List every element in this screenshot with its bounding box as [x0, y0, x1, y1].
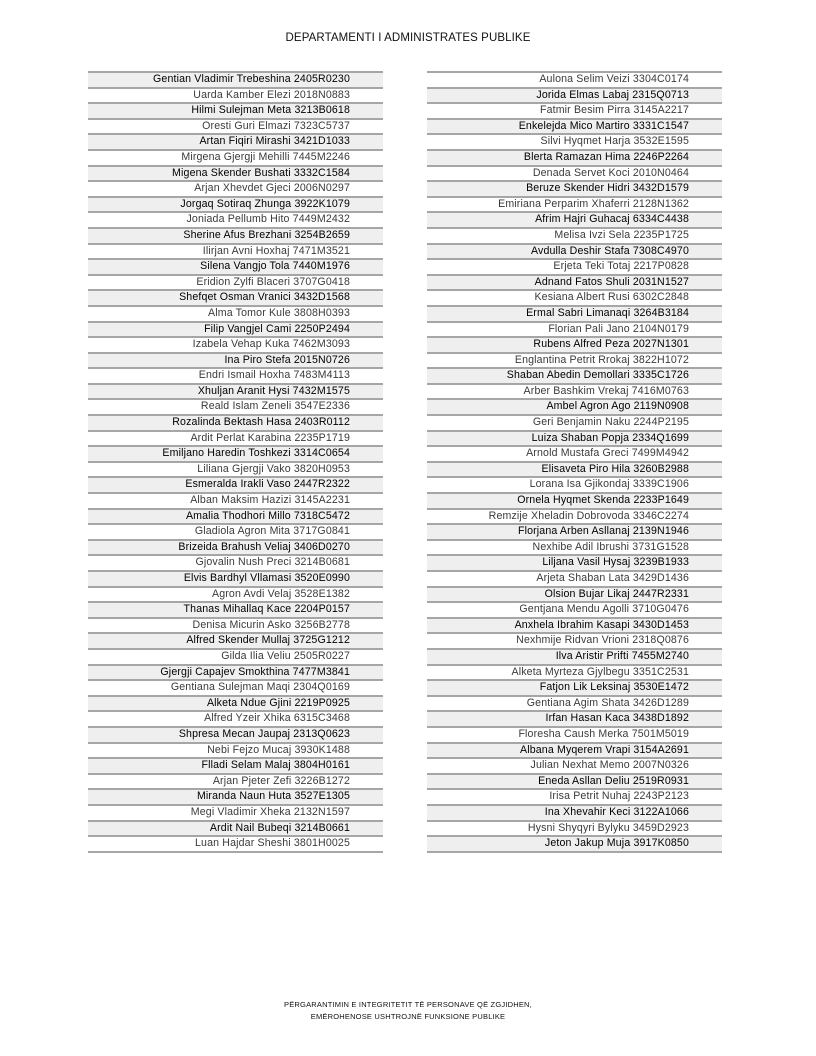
list-item: Avdulla Deshir Stafa 7308C4970: [427, 243, 722, 259]
list-item: Gjovalin Nush Preci 3214B0681: [88, 554, 383, 570]
list-item: Remzije Xheladin Dobrovoda 3346C2274: [427, 508, 722, 524]
list-item: Ina Xhevahir Keci 3122A1066: [427, 804, 722, 820]
list-item: Florjana Arben Asllanaj 2139N1946: [427, 523, 722, 539]
list-item: Alfred Skender Mullaj 3725G1212: [88, 632, 383, 648]
list-item: Ina Piro Stefa 2015N0726: [88, 352, 383, 368]
list-item: Irisa Petrit Nuhaj 2243P2123: [427, 788, 722, 804]
list-item: Irfan Hasan Kaca 3438D1892: [427, 710, 722, 726]
list-item: Olsion Bujar Likaj 2447R2331: [427, 586, 722, 602]
list-item: Nexhmije Ridvan Vrioni 2318Q0876: [427, 632, 722, 648]
list-item: Filip Vangjel Cami 2250P2494: [88, 321, 383, 337]
list-item: Jorgaq Sotiraq Zhunga 3922K1079: [88, 196, 383, 212]
list-item: Florian Pali Jano 2104N0179: [427, 321, 722, 337]
list-item: Hysni Shyqyri Bylyku 3459D2923: [427, 820, 722, 836]
list-item: Nebi Fejzo Mucaj 3930K1488: [88, 742, 383, 758]
list-item: Emiljano Haredin Toshkezi 3314C0654: [88, 445, 383, 461]
left-name-column: [88, 71, 383, 853]
list-item: Miranda Naun Huta 3527E1305: [88, 788, 383, 804]
list-item: Nexhibe Adil Ibrushi 3731G1528: [427, 539, 722, 555]
list-item: Arjeta Shaban Lata 3429D1436: [427, 570, 722, 586]
list-item: Gentian Vladimir Trebeshina 2405R0230: [88, 71, 383, 87]
list-item: Megi Vladimir Xheka 2132N1597: [88, 804, 383, 820]
right-name-column: [427, 71, 722, 853]
list-item: Silena Vangjo Tola 7440M1976: [88, 258, 383, 274]
list-item: Gentjana Mendu Agolli 3710G0476: [427, 601, 722, 617]
list-item: Adnand Fatos Shuli 2031N1527: [427, 274, 722, 290]
list-item: Endri Ismail Hoxha 7483M4113: [88, 367, 383, 383]
list-item: Brizeida Brahush Veliaj 3406D0270: [88, 539, 383, 555]
list-item: Shaban Abedin Demollari 3335C1726: [427, 367, 722, 383]
list-item: Agron Avdi Velaj 3528E1382: [88, 586, 383, 602]
list-item: Jeton Jakup Muja 3917K0850: [427, 835, 722, 853]
list-item: Liljana Vasil Hysaj 3239B1933: [427, 554, 722, 570]
list-item: Geri Benjamin Naku 2244P2195: [427, 414, 722, 430]
list-item: Rubens Alfred Peza 2027N1301: [427, 336, 722, 352]
list-item: Arber Bashkim Vrekaj 7416M0763: [427, 383, 722, 399]
list-item: Floresha Caush Merka 7501M5019: [427, 726, 722, 742]
list-item: Amalia Thodhori Millo 7318C5472: [88, 508, 383, 524]
list-item: Alketa Myrteza Gjylbegu 3351C2531: [427, 664, 722, 680]
list-item: Arjan Pjeter Zefi 3226B1272: [88, 773, 383, 789]
page-footer: [0, 999, 816, 1023]
list-item: Joniada Pellumb Hito 7449M2432: [88, 211, 383, 227]
footer-line-1: PËRGARANTIMIN E INTEGRITETIT TË PERSONAVE QË ZGJIDHEN,: [284, 1000, 532, 1009]
list-item: Mirgena Gjergji Mehilli 7445M2246: [88, 149, 383, 165]
list-item: Elisaveta Piro Hila 3260B2988: [427, 461, 722, 477]
list-item: Luan Hajdar Sheshi 3801H0025: [88, 835, 383, 853]
list-item: Shefqet Osman Vranici 3432D1568: [88, 289, 383, 305]
list-item: Gladiola Agron Mita 3717G0841: [88, 523, 383, 539]
list-item: Esmeralda Irakli Vaso 2447R2322: [88, 476, 383, 492]
list-item: Ilva Aristir Prifti 7455M2740: [427, 648, 722, 664]
list-item: Denada Servet Koci 2010N0464: [427, 165, 722, 181]
list-item: Englantina Petrit Rrokaj 3822H1072: [427, 352, 722, 368]
list-item: Fatmir Besim Pirra 3145A2217: [427, 102, 722, 118]
list-item: Emiriana Perparim Xhaferri 2128N1362: [427, 196, 722, 212]
page-title: DEPARTAMENTI I ADMINISTRATES PUBLIKE: [285, 32, 531, 44]
list-item: Xhuljan Aranit Hysi 7432M1575: [88, 383, 383, 399]
list-item: Kesiana Albert Rusi 6302C2848: [427, 289, 722, 305]
list-item: Erjeta Teki Totaj 2217P0828: [427, 258, 722, 274]
list-item: Elvis Bardhyl Vllamasi 3520E0990: [88, 570, 383, 586]
list-item: Albana Myqerem Vrapi 3154A2691: [427, 742, 722, 758]
list-item: Flladi Selam Malaj 3804H0161: [88, 757, 383, 773]
list-item: Reald Islam Zeneli 3547E2336: [88, 398, 383, 414]
list-item: Beruze Skender Hidri 3432D1579: [427, 180, 722, 196]
list-item: Izabela Vehap Kuka 7462M3093: [88, 336, 383, 352]
list-item: Alfred Yzeir Xhika 6315C3468: [88, 710, 383, 726]
list-item: Gjergji Capajev Smokthina 7477M3841: [88, 664, 383, 680]
list-item: Sherine Afus Brezhani 3254B2659: [88, 227, 383, 243]
list-item: Gentiana Agim Shata 3426D1289: [427, 695, 722, 711]
list-item: Jorida Elmas Labaj 2315Q0713: [427, 87, 722, 103]
list-item: Julian Nexhat Memo 2007N0326: [427, 757, 722, 773]
list-item: Ornela Hyqmet Skenda 2233P1649: [427, 492, 722, 508]
list-item: Eridion Zylfi Blaceri 3707G0418: [88, 274, 383, 290]
list-item: Anxhela Ibrahim Kasapi 3430D1453: [427, 617, 722, 633]
list-item: Ardit Nail Bubeqi 3214B0661: [88, 820, 383, 836]
list-item: Arnold Mustafa Greci 7499M4942: [427, 445, 722, 461]
list-item: Artan Fiqiri Mirashi 3421D1033: [88, 133, 383, 149]
list-item: Uarda Kamber Elezi 2018N0883: [88, 87, 383, 103]
list-item: Thanas Mihallaq Kace 2204P0157: [88, 601, 383, 617]
list-item: Alma Tomor Kule 3808H0393: [88, 305, 383, 321]
footer-line-2: EMËROHENOSE USHTROJNË FUNKSIONE PUBLIKE: [310, 1012, 506, 1021]
list-item: Rozalinda Bektash Hasa 2403R0112: [88, 414, 383, 430]
list-item: Melisa Ivzi Sela 2235P1725: [427, 227, 722, 243]
list-item: Ambel Agron Ago 2119N0908: [427, 398, 722, 414]
list-item: Denisa Micurin Asko 3256B2778: [88, 617, 383, 633]
list-item: Afrim Hajri Guhacaj 6334C4438: [427, 211, 722, 227]
list-item: Alban Maksim Hazizi 3145A2231: [88, 492, 383, 508]
list-item: Hilmi Sulejman Meta 3213B0618: [88, 102, 383, 118]
list-item: Oresti Guri Elmazi 7323C5737: [88, 118, 383, 134]
list-item: Silvi Hyqmet Harja 3532E1595: [427, 133, 722, 149]
list-item: Gilda Ilia Veliu 2505R0227: [88, 648, 383, 664]
list-item: Shpresa Mecan Jaupaj 2313Q0623: [88, 726, 383, 742]
list-item: Enkelejda Mico Martiro 3331C1547: [427, 118, 722, 134]
list-item: Migena Skender Bushati 3332C1584: [88, 165, 383, 181]
list-item: Liliana Gjergji Vako 3820H0953: [88, 461, 383, 477]
list-item: Blerta Ramazan Hima 2246P2264: [427, 149, 722, 165]
list-item: Eneda Asllan Deliu 2519R0931: [427, 773, 722, 789]
list-item: Fatjon Lik Leksinaj 3530E1472: [427, 679, 722, 695]
list-item: Luiza Shaban Popja 2334Q1699: [427, 430, 722, 446]
list-item: Ermal Sabri Limanaqi 3264B3184: [427, 305, 722, 321]
list-item: Aulona Selim Veizi 3304C0174: [427, 71, 722, 87]
list-item: Alketa Ndue Gjini 2219P0925: [88, 695, 383, 711]
list-item: Ardit Perlat Karabina 2235P1719: [88, 430, 383, 446]
list-item: Gentiana Sulejman Maqi 2304Q0169: [88, 679, 383, 695]
list-item: Lorana Isa Gjikondaj 3339C1906: [427, 476, 722, 492]
list-item: Arjan Xhevdet Gjeci 2006N0297: [88, 180, 383, 196]
list-item: Ilirjan Avni Hoxhaj 7471M3521: [88, 243, 383, 259]
